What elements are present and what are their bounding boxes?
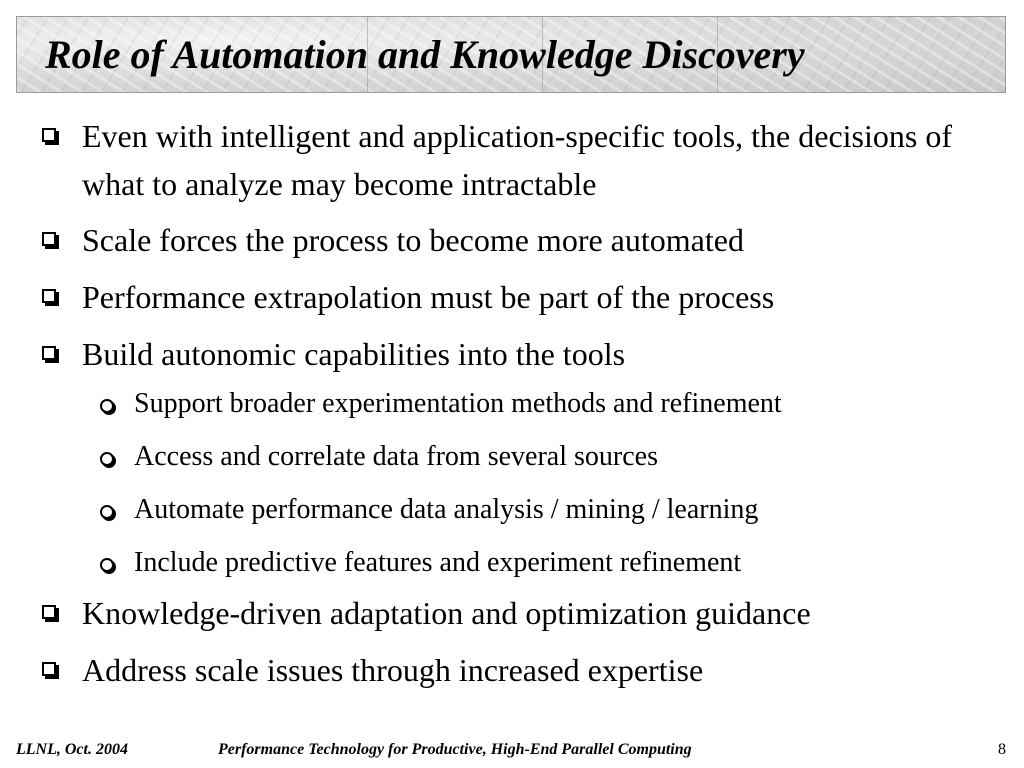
bullet-text: Even with intelligent and application-specific tools, the decisions of what to analyze may become intractable [82, 118, 952, 202]
bullet-list [38, 112, 998, 703]
bullet-text: Scale forces the process to become more automated [82, 222, 744, 258]
sub-bullet-item [38, 434, 998, 479]
bullet-text: Build autonomic capabilities into the tools [82, 336, 626, 372]
circle-bullet-icon [100, 505, 114, 519]
bullet-item [38, 112, 998, 208]
square-bullet-icon [42, 289, 56, 303]
bullet-item [38, 646, 998, 695]
circle-bullet-icon [100, 452, 114, 466]
sub-bullet-text: Include predictive features and experiment refinement [134, 547, 742, 578]
circle-bullet-icon [100, 399, 114, 413]
sub-bullet-text: Access and correlate data from several sources [134, 441, 658, 472]
sub-bullet-item [38, 487, 998, 532]
sub-bullet-text: Support broader experimentation methods and refinement [134, 388, 782, 419]
bullet-text: Performance extrapolation must be part of the process [82, 279, 775, 315]
sub-bullet-item [38, 540, 998, 585]
title-banner [16, 16, 1006, 93]
square-bullet-icon [42, 232, 56, 246]
square-bullet-icon [42, 605, 56, 619]
sub-bullet-text: Automate performance data analysis / mining / learning [134, 494, 759, 525]
square-bullet-icon [42, 662, 56, 676]
bullet-text: Address scale issues through increased expertise [82, 652, 704, 688]
page-number: 8 [998, 741, 1006, 758]
bullet-text: Knowledge-driven adaptation and optimization guidance [82, 595, 811, 631]
sub-bullet-item [38, 381, 998, 426]
footer-date: LLNL, Oct. 2004 [16, 741, 128, 758]
circle-bullet-icon [100, 558, 114, 572]
square-bullet-icon [42, 128, 56, 142]
bullet-item [38, 589, 998, 638]
bullet-item [38, 216, 998, 265]
bullet-item [38, 273, 998, 322]
slide-title: Role of Automation and Knowledge Discovery [45, 32, 805, 77]
square-bullet-icon [42, 346, 56, 360]
footer-title: Performance Technology for Productive, High-End Parallel Computing [218, 741, 692, 758]
bullet-item [38, 330, 998, 379]
